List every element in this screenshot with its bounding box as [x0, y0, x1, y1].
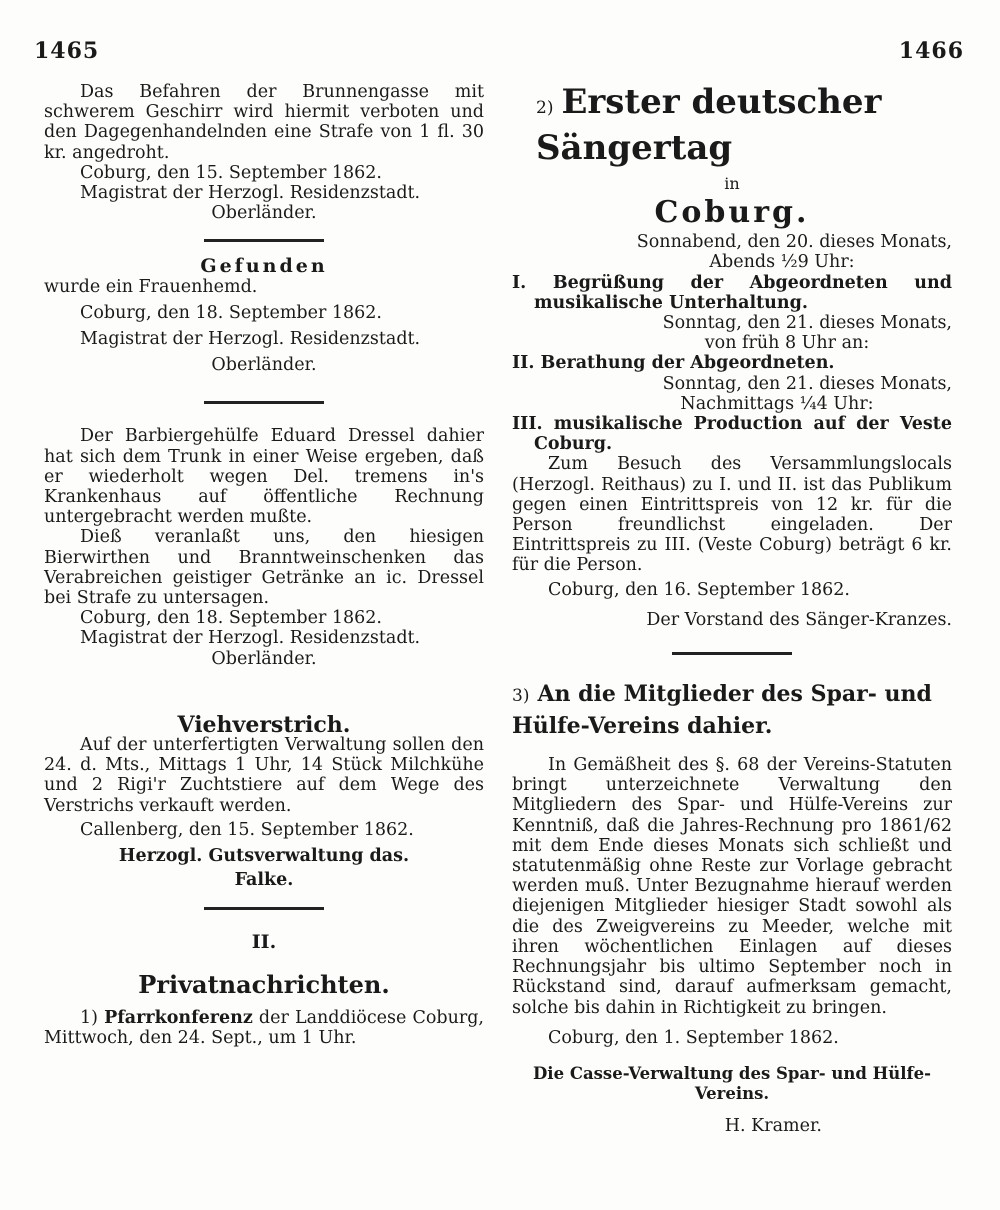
item-signature: H. Kramer. — [724, 1116, 822, 1137]
notice-dressel — [44, 426, 484, 668]
item-title: Erster deutscher Sängertag — [536, 82, 882, 168]
schedule-line: Sonntag, den 21. dieses Monats, — [662, 373, 952, 394]
notice-brunnengasse — [44, 82, 484, 223]
notice-date: Coburg, den 18. September 1862. — [80, 608, 382, 629]
notice-authority: Magistrat der Herzogl. Residenzstadt. — [80, 183, 421, 204]
section-numeral: II. — [251, 930, 277, 953]
notice-text: Auf der unterfertigten Verwaltung sollen den 24. d. Mts., Mittags 1 Uhr, 14 Stück Milchkühe und 2 Rigi'r Zuchtstiere auf dem Wege des Verstrichs verkauft werden. — [44, 735, 484, 816]
notice-authority: Magistrat der Herzogl. Residenzstadt. — [80, 329, 421, 350]
item-place: Coburg. — [654, 195, 810, 231]
schedule-line: Abends ½9 Uhr: — [709, 252, 855, 273]
item-heading — [536, 82, 952, 168]
item-text: der Landdiöcese Coburg, Mittwoch, den 24. Sept., um 1 Uhr. — [44, 1007, 484, 1048]
item-date: Coburg, den 16. September 1862. — [548, 579, 850, 600]
item-title: An die Mitglieder des Spar- und Hülfe-Vereins dahier. — [512, 681, 932, 740]
schedule-line: von früh 8 Uhr an: — [704, 333, 870, 354]
schedule-line: Nachmittags ¼4 Uhr: — [680, 393, 874, 414]
notice-text: wurde ein Frauenhemd. — [44, 276, 258, 297]
item-text: Zum Besuch des Versammlungslocals (Herzogl. Reithaus) zu I. und II. ist das Publikum gegen einen Eintrittspreis von 12 kr. für die Person freundlichst eingeladen. Der Eintrittspreis zu III. (Veste Coburg) beträgt 6 kr. für die Person. — [512, 454, 952, 576]
item-number: 3) — [512, 686, 530, 707]
notice-viehverstrich — [44, 711, 484, 891]
section-title: Privatnachrichten. — [138, 969, 390, 999]
item-text: In Gemäßheit des §. 68 der Vereins-Statuten bringt unterzeichnete Verwaltung den Mitgliedern des Spar- und Hülfe-Vereins zur Kenntniß, daß die Jahres-Rechnung pro 1861/62 mit dem Ende dieses Monats sich schließt und statutenmäßig ohne Reste zur Vorlage gebracht werden muß. Unter Bezugnahme hierauf werden diejenigen Mitglieder hiesiger Stadt sowohl als die des Zweigvereins zu Meeder, welche mit ihren wöchentlichen Einlagen auf dieses Rechnungsjahr bis ultimo September noch in Rückstand sind, darauf aufmerksam gemacht, solche bis dahin in Richtigkeit zu bringen. — [512, 755, 952, 1018]
notice-text: Das Befahren der Brunnengasse mit schwerem Geschirr wird hiermit verboten und den Dagegenhandelnden eine Strafe von 1 fl. 30 kr. angedroht. — [44, 82, 484, 163]
program-point-3: III. musikalische Production auf der Veste Coburg. — [512, 414, 952, 455]
page-number-right: 1466 — [898, 38, 964, 64]
notice-date: Callenberg, den 15. September 1862. — [80, 819, 414, 840]
item-bold-title: Pfarrkonferenz — [104, 1007, 253, 1028]
page-number-left: 1465 — [34, 38, 100, 64]
item-date: Coburg, den 1. September 1862. — [548, 1027, 839, 1048]
notice-signature: Falke. — [234, 870, 294, 891]
item-number: 2) — [536, 98, 554, 118]
program-point-1: I. Begrüßung der Abgeordneten und musikalische Unterhaltung. — [512, 272, 952, 313]
item-authority: Die Casse-Verwaltung des Spar- und Hülfe-Vereins. — [533, 1063, 931, 1104]
item-saengertag — [512, 82, 952, 630]
divider-rule — [204, 239, 324, 242]
notice-heading: Gefunden — [200, 255, 328, 278]
left-column — [44, 82, 484, 1048]
notice-text: Dieß veranlaßt uns, den hiesigen Bierwirthen und Branntweinschenken das Verabreichen geistiger Getränke an ic. Dressel bei Strafe zu untersagen. — [44, 527, 484, 609]
schedule-line: Sonnabend, den 20. dieses Monats, — [636, 232, 952, 253]
notice-authority: Magistrat der Herzogl. Residenzstadt. — [80, 628, 421, 649]
item-signature: Der Vorstand des Sänger-Kranzes. — [646, 609, 952, 630]
section-private-news — [44, 932, 484, 1049]
notice-text: Der Barbiergehülfe Eduard Dressel dahier hat sich dem Trunk in einer Weise ergeben, daß er wiederholt wegen Del. tremens in's Krankenhaus auf öffentliche Rechnung untergebracht werden mußte. — [44, 426, 484, 528]
notice-authority: Herzogl. Gutsverwaltung das. — [118, 846, 410, 867]
item-pfarrkonferenz — [44, 1008, 484, 1048]
program-point-2: II. Berathung der Abgeordneten. — [512, 353, 835, 374]
notice-signature: Oberländer. — [211, 648, 317, 669]
divider-rule — [204, 907, 324, 910]
item-in: in — [724, 174, 740, 193]
notice-gefunden — [44, 256, 484, 375]
divider-rule — [204, 401, 324, 404]
notice-signature: Oberländer. — [211, 355, 317, 376]
notice-signature: Oberländer. — [211, 203, 317, 224]
item-number: 1) — [80, 1007, 98, 1028]
right-column — [512, 82, 952, 1137]
schedule-line: Sonntag, den 21. dieses Monats, — [662, 313, 952, 334]
notice-date: Coburg, den 18. September 1862. — [80, 302, 382, 323]
item-heading — [512, 679, 952, 741]
item-sparverein — [512, 679, 952, 1136]
notice-heading: Viehverstrich. — [177, 711, 351, 738]
notice-date: Coburg, den 15. September 1862. — [80, 162, 382, 183]
divider-rule — [672, 652, 792, 655]
